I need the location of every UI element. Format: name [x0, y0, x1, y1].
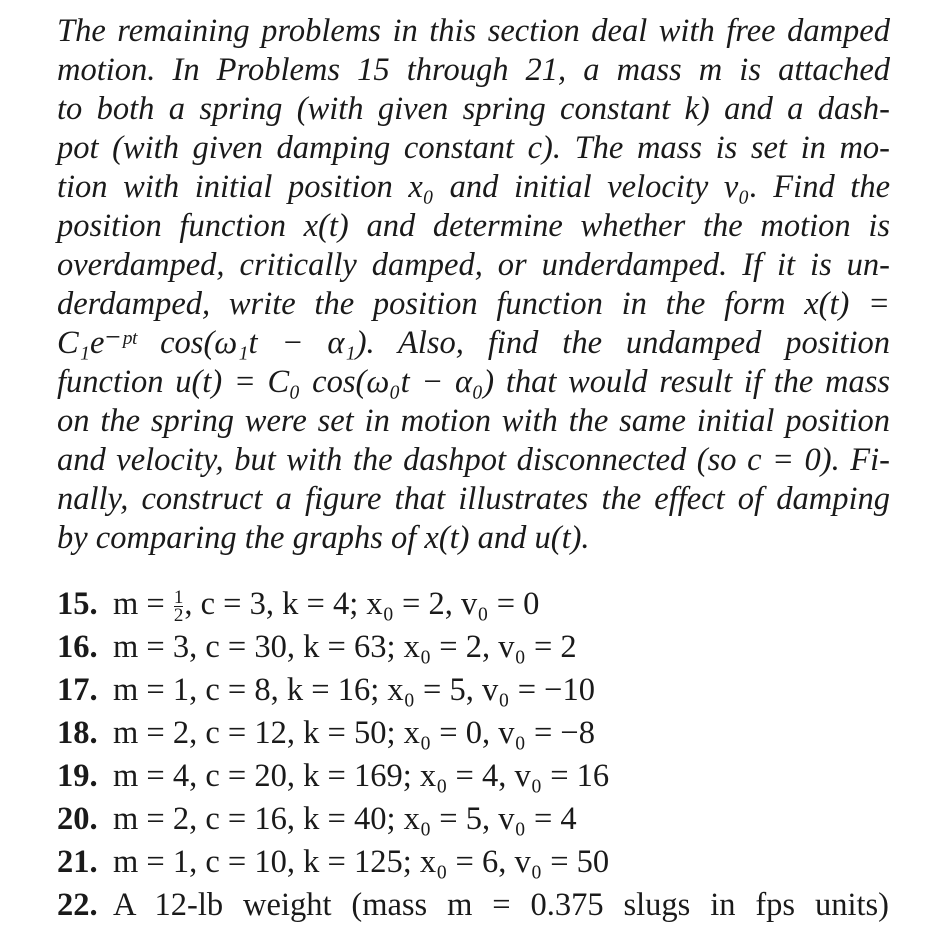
problem-item [57, 712, 890, 755]
problem-number: 18. [57, 715, 98, 751]
intro-line: overdamped, critically damped, or underdamped. If it is un- [57, 247, 890, 283]
intro-line: motion. In Problems 15 through 21, a mass m is attached [57, 52, 890, 88]
intro-line: function u(t) = C₀ cos(ω₀t − α₀) that would result if the mass [57, 364, 890, 400]
problem-statement: m = 1, c = 10, k = 125; x₀ = 6, v₀ = 50 [113, 844, 610, 880]
problem-statement: m = 1, c = 8, k = 16; x₀ = 5, v₀ = −10 [113, 672, 595, 708]
intro-line: to both a spring (with given spring constant k) and a dash- [57, 91, 890, 127]
problem-item [57, 798, 890, 841]
problem-item [57, 884, 890, 927]
intro-line: and velocity, but with the dashpot disconnected (so c = 0). Fi- [57, 442, 890, 478]
problem-item [57, 626, 890, 669]
problem-item [57, 583, 890, 626]
intro-line: pot (with given damping constant c). The mass is set in mo- [57, 130, 890, 166]
problem-number: 21. [57, 844, 98, 880]
intro-line: tion with initial position x₀ and initial velocity v₀. Find the [57, 169, 890, 205]
problem-statement [113, 586, 540, 627]
problem-list [57, 583, 890, 927]
intro-paragraph [57, 12, 890, 558]
problem-number: 19. [57, 758, 98, 794]
problem-item [57, 841, 890, 884]
fraction-numerator: 1 [173, 587, 184, 609]
fraction-denominator: 2 [173, 605, 184, 627]
problem-number: 15. [57, 586, 98, 622]
problem-statement: A 12-lb weight (mass m = 0.375 slugs in fps units) [113, 887, 889, 923]
intro-line: position function x(t) and determine whether the motion is [57, 208, 890, 244]
problem-statement: m = 4, c = 20, k = 169; x₀ = 4, v₀ = 16 [113, 758, 610, 794]
intro-line: on the spring were set in motion with the same initial position [57, 403, 890, 439]
problem-number: 22. [57, 887, 98, 923]
fraction-one-half [173, 587, 184, 627]
intro-line: The remaining problems in this section deal with free damped [57, 13, 890, 49]
problem-statement: m = 3, c = 30, k = 63; x₀ = 2, v₀ = 2 [113, 629, 577, 665]
problem-parameters: , c = 3, k = 4; x₀ = 2, v₀ = 0 [184, 586, 540, 622]
intro-line: by comparing the graphs of x(t) and u(t). [57, 520, 590, 556]
problem-item [57, 669, 890, 712]
problem-statement: m = 2, c = 16, k = 40; x₀ = 5, v₀ = 4 [113, 801, 577, 837]
problem-number: 17. [57, 672, 98, 708]
problem-number: 20. [57, 801, 98, 837]
problem-number: 16. [57, 629, 98, 665]
intro-line: derdamped, write the position function in the form x(t) = [57, 286, 890, 322]
intro-line: nally, construct a figure that illustrates the effect of damping [57, 481, 890, 517]
problem-statement: m = 2, c = 12, k = 50; x₀ = 0, v₀ = −8 [113, 715, 595, 751]
problem-item [57, 755, 890, 798]
intro-line: C₁e⁻ᵖᵗ cos(ω₁t − α₁). Also, find the undamped position [57, 325, 890, 361]
problem-mass-prefix: m = [113, 586, 173, 622]
